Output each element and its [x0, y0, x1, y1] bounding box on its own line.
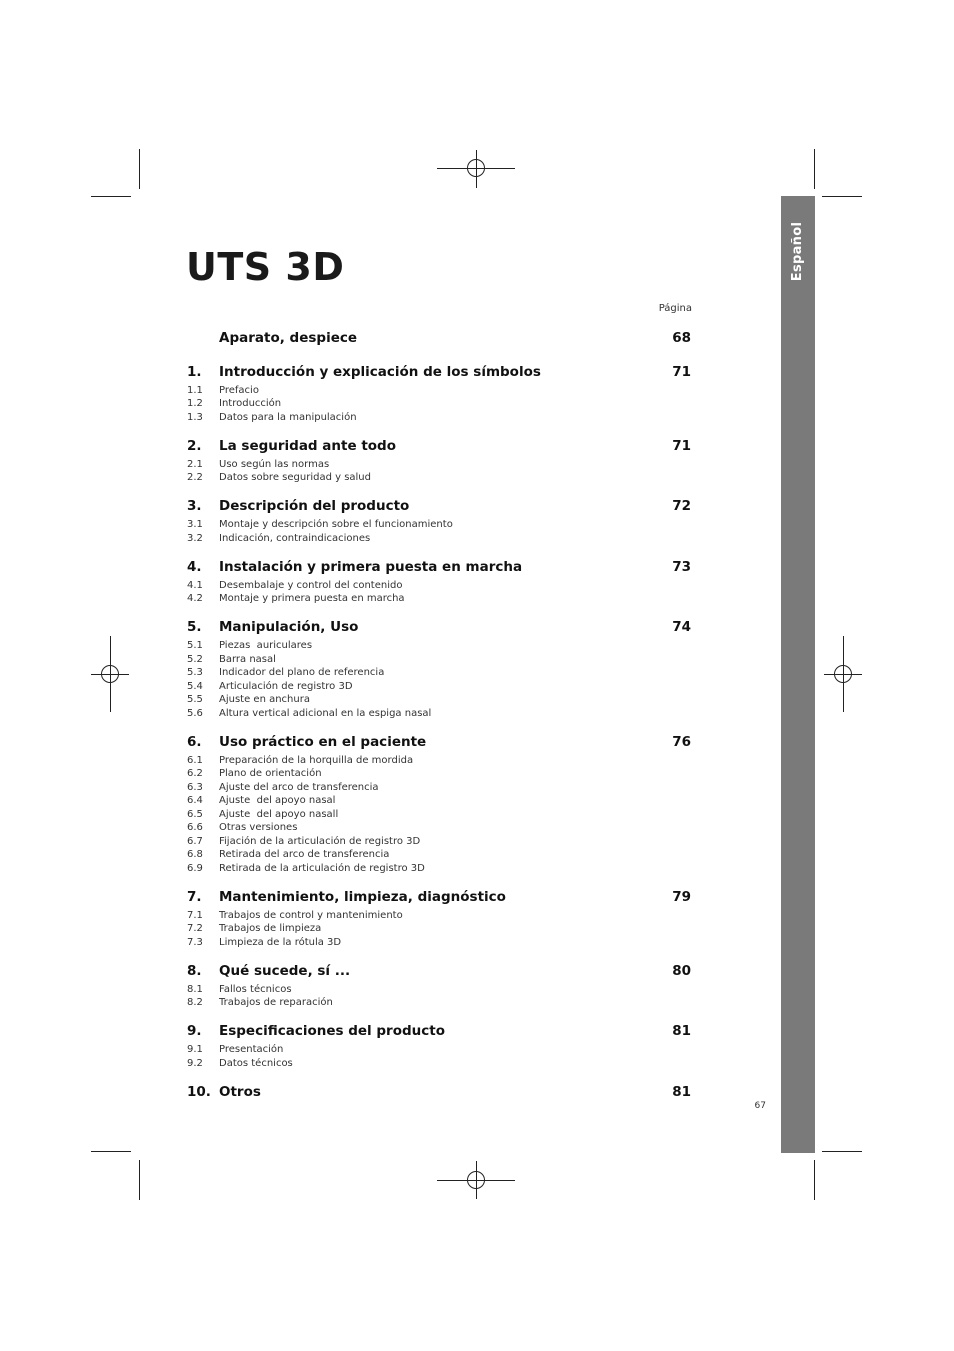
- toc-subsection: [187, 680, 691, 694]
- toc-subsection: [187, 693, 691, 707]
- toc-subsection-number: 9.2: [187, 1057, 203, 1069]
- toc-section-heading: [187, 438, 691, 458]
- toc-subsection-number: 9.1: [187, 1044, 203, 1055]
- toc-subsection-title: Piezas auriculares: [219, 640, 313, 651]
- toc-section: [187, 1023, 691, 1070]
- toc-section-number: 5.: [187, 619, 202, 635]
- toc-subsection: [187, 909, 691, 923]
- toc-subsection-number: 8.2: [187, 997, 203, 1008]
- toc-subsection-title: Datos técnicos: [219, 1057, 293, 1069]
- toc-subsection-number: 3.2: [187, 532, 203, 544]
- toc-subsection: [187, 397, 691, 411]
- language-side-tab: [781, 196, 815, 1153]
- toc-section-page: 81: [672, 1083, 691, 1100]
- toc-subsection-number: 5.1: [187, 640, 203, 651]
- toc-subsection-title: Ajuste del arco de transferencia: [219, 781, 379, 793]
- toc-subsection-title: Plano de orientación: [219, 768, 322, 779]
- toc-subsection-title: Barra nasal: [219, 653, 276, 665]
- toc-section-page: 71: [672, 363, 691, 380]
- toc-section-page: 68: [672, 330, 691, 346]
- toc-section-title: Instalación y primera puesta en marcha: [219, 558, 523, 575]
- toc-subsection: [187, 384, 691, 398]
- toc-subsection-title: Articulación de registro 3D: [219, 680, 353, 692]
- toc-subsection-title: Trabajos de reparación: [219, 997, 333, 1008]
- toc-subsection-number: 1.1: [187, 384, 203, 396]
- toc-subsection-number: 4.1: [187, 579, 203, 591]
- toc-section-number: 9.: [187, 1023, 202, 1039]
- toc-section-page: 74: [672, 619, 691, 635]
- toc-section-heading: [187, 734, 691, 754]
- toc-subsection: [187, 639, 691, 653]
- toc-subsection-title: Retirada de la articulación de registro 3D: [219, 862, 425, 874]
- toc-section-heading: [187, 619, 691, 639]
- toc-subsection: [187, 835, 691, 849]
- toc-subsection-title: Montaje y descripción sobre el funcionamiento: [219, 519, 453, 530]
- toc-subsection-title: Altura vertical adicional en la espiga nasal: [219, 707, 432, 719]
- toc-section-title: La seguridad ante todo: [219, 437, 396, 454]
- toc-subsection-title: Trabajos de limpieza: [219, 923, 322, 934]
- toc-subsection-title: Retirada del arco de transferencia: [219, 849, 390, 860]
- toc-section-number: 6.: [187, 733, 202, 750]
- toc-subsection-number: 7.2: [187, 923, 203, 934]
- toc-section-heading: [187, 498, 691, 518]
- toc-subsection-number: 7.1: [187, 909, 203, 921]
- toc-section: [187, 734, 691, 876]
- toc-subsection-number: 6.4: [187, 795, 203, 806]
- toc-subsection-number: 1.2: [187, 398, 203, 409]
- toc-section-number: 1.: [187, 363, 202, 380]
- toc-subsection-number: 5.5: [187, 694, 203, 705]
- toc-subsection-number: 1.3: [187, 411, 203, 423]
- toc-section-heading: [187, 963, 691, 983]
- toc-section-heading: [187, 559, 691, 579]
- toc-section-title: Especificaciones del producto: [219, 1023, 445, 1039]
- toc-subsection-title: Uso según las normas: [219, 458, 330, 470]
- toc-subsection: [187, 754, 691, 768]
- toc-section: [187, 963, 691, 1010]
- toc-section: [187, 559, 691, 606]
- toc-subsection-number: 6.2: [187, 768, 203, 779]
- toc-section-page: 80: [672, 962, 691, 979]
- toc-subsection-number: 6.5: [187, 808, 203, 820]
- toc-subsection: [187, 411, 691, 425]
- toc-subsection-number: 5.4: [187, 680, 203, 692]
- toc-subsection-title: Prefacio: [219, 384, 259, 396]
- toc-section-title: Mantenimiento, limpieza, diagnóstico: [219, 888, 506, 905]
- toc-subsection-number: 4.2: [187, 593, 203, 604]
- toc-subsection-number: 3.1: [187, 519, 203, 530]
- toc-section-number: 4.: [187, 558, 202, 575]
- toc-subsection: [187, 862, 691, 876]
- toc-section-title: Descripción del producto: [219, 498, 410, 514]
- toc-subsection-title: Fijación de la articulación de registro 3D: [219, 835, 421, 847]
- document-title: UTS 3D: [186, 245, 345, 289]
- toc-subsection: [187, 808, 691, 822]
- page-number: 67: [754, 1101, 766, 1111]
- toc-subsection: [187, 848, 691, 862]
- toc-subsection-title: Datos para la manipulación: [219, 411, 357, 423]
- toc-section: [187, 1084, 691, 1104]
- toc-subsection-title: Montaje y primera puesta en marcha: [219, 593, 405, 604]
- toc-section: [187, 438, 691, 485]
- toc-subsection: [187, 579, 691, 593]
- toc-subsection-title: Fallos técnicos: [219, 983, 292, 995]
- toc-section: [187, 889, 691, 950]
- toc-subsection-number: 6.9: [187, 862, 203, 874]
- toc-subsection-title: Indicador del plano de referencia: [219, 667, 385, 678]
- toc-subsection-title: Otras versiones: [219, 822, 298, 833]
- toc-section-heading: [187, 1023, 691, 1043]
- toc-subsection-title: Datos sobre seguridad y salud: [219, 472, 371, 483]
- toc-section-number: 3.: [187, 498, 202, 514]
- toc-subsection: [187, 653, 691, 667]
- toc-section-heading: [187, 330, 691, 350]
- toc-subsection: [187, 996, 691, 1010]
- toc-subsection-title: Preparación de la horquilla de mordida: [219, 754, 414, 766]
- toc-section: [187, 619, 691, 720]
- toc-section-title: Qué sucede, sí ...: [219, 962, 351, 979]
- toc-section: [187, 364, 691, 425]
- toc-subsection-number: 6.1: [187, 754, 203, 766]
- toc-section-page: 72: [672, 498, 691, 514]
- toc-section-title: Otros: [219, 1083, 261, 1100]
- toc-subsection: [187, 983, 691, 997]
- toc-subsection: [187, 936, 691, 950]
- toc-subsection-number: 2.2: [187, 472, 203, 483]
- table-of-contents: [187, 330, 691, 1117]
- toc-section-number: 7.: [187, 888, 202, 905]
- language-label-container: [781, 196, 815, 306]
- toc-subsection-number: 2.1: [187, 458, 203, 470]
- toc-section-title: Uso práctico en el paciente: [219, 733, 427, 750]
- toc-section-heading: [187, 1084, 691, 1104]
- toc-subsection-title: Ajuste en anchura: [219, 694, 310, 705]
- toc-subsection-title: Ajuste del apoyo nasall: [219, 808, 339, 820]
- toc-section-number: 8.: [187, 962, 202, 979]
- toc-subsection-number: 8.1: [187, 983, 203, 995]
- page-column-label: Página: [658, 303, 692, 314]
- toc-subsection: [187, 471, 691, 485]
- language-label: Español: [790, 221, 806, 281]
- toc-section-number: 2.: [187, 437, 202, 454]
- toc-subsection: [187, 532, 691, 546]
- toc-section-title: Manipulación, Uso: [219, 619, 359, 635]
- toc-subsection-title: Indicación, contraindicaciones: [219, 532, 371, 544]
- toc-section-page: 76: [672, 733, 691, 750]
- toc-section-number: 10.: [187, 1083, 211, 1100]
- toc-subsection: [187, 821, 691, 835]
- toc-subsection-number: 6.6: [187, 822, 203, 833]
- toc-section-page: 79: [672, 888, 691, 905]
- toc-subsection: [187, 592, 691, 606]
- toc-subsection: [187, 518, 691, 532]
- toc-section-heading: [187, 364, 691, 384]
- toc-subsection: [187, 458, 691, 472]
- toc-subsection-number: 6.8: [187, 849, 203, 860]
- toc-subsection-number: 6.3: [187, 781, 203, 793]
- toc-subsection: [187, 707, 691, 721]
- toc-section: [187, 498, 691, 545]
- toc-subsection-number: 6.7: [187, 835, 203, 847]
- toc-section-page: 71: [672, 437, 691, 454]
- toc-subsection-number: 5.6: [187, 707, 203, 719]
- toc-subsection: [187, 666, 691, 680]
- toc-subsection-number: 5.2: [187, 653, 203, 665]
- toc-subsection-title: Introducción: [219, 398, 282, 409]
- toc-section-page: 73: [672, 558, 691, 575]
- toc-subsection-number: 5.3: [187, 667, 203, 678]
- toc-subsection-title: Ajuste del apoyo nasal: [219, 795, 336, 806]
- toc-section-title: Aparato, despiece: [219, 330, 358, 346]
- toc-subsection-title: Trabajos de control y mantenimiento: [219, 909, 403, 921]
- toc-section-title: Introducción y explicación de los símbolos: [219, 363, 541, 380]
- toc-section: [187, 330, 691, 350]
- toc-subsection-number: 7.3: [187, 936, 203, 948]
- toc-subsection: [187, 922, 691, 936]
- toc-subsection-title: Limpieza de la rótula 3D: [219, 936, 342, 948]
- toc-subsection: [187, 1043, 691, 1057]
- toc-subsection: [187, 1057, 691, 1071]
- toc-subsection: [187, 767, 691, 781]
- toc-subsection-title: Desembalaje y control del contenido: [219, 579, 403, 591]
- toc-section-heading: [187, 889, 691, 909]
- toc-section-page: 81: [672, 1023, 691, 1039]
- toc-subsection: [187, 794, 691, 808]
- toc-subsection: [187, 781, 691, 795]
- toc-subsection-title: Presentación: [219, 1044, 284, 1055]
